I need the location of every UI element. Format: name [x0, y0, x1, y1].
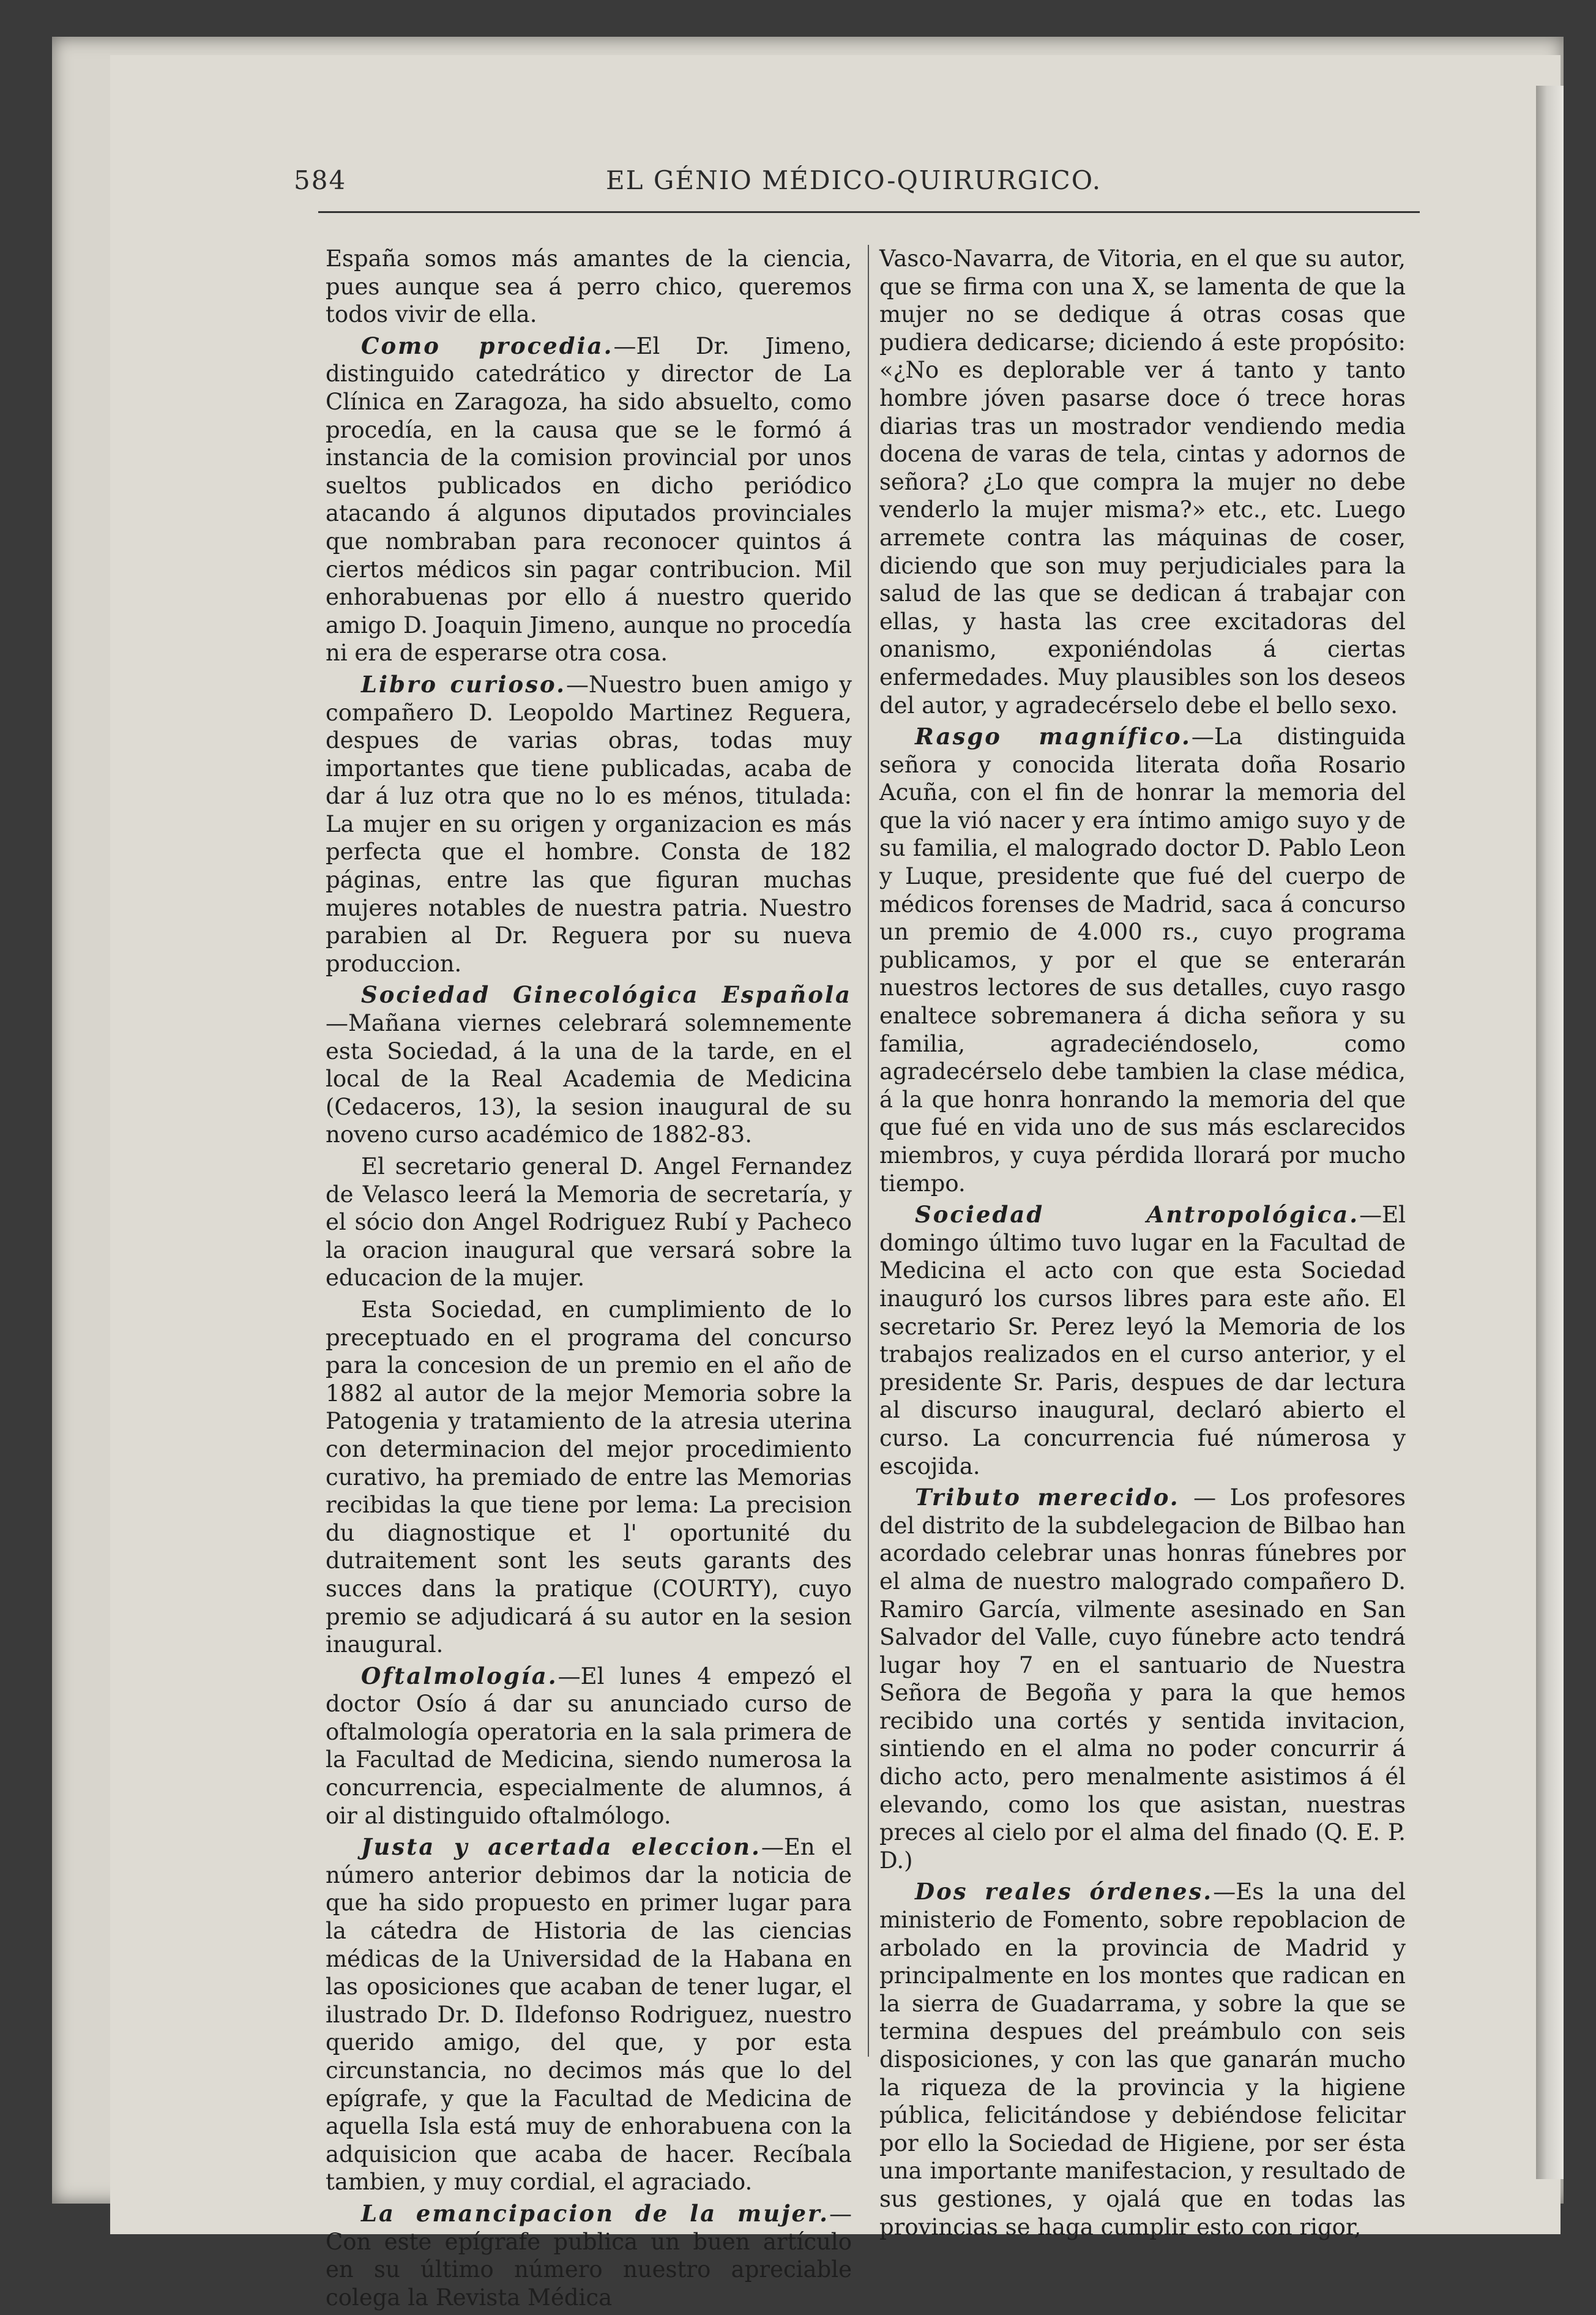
- paragraph: España somos más amantes de la ciencia, pues aunque sea á perro chico, queremos todos vivir de ella.: [326, 245, 852, 328]
- paragraph: Como procedia.—El Dr. Jimeno, distinguido catedrático y director de La Clínica en Zaragoza, ha sido absuelto, como procedía, en la causa que se le formó á instancia de la comision provincial por unos sueltos publicados en dicho periódico atacando á algunos diputados provinciales que nombraban para reconocer quintos á ciertos médicos sin pagar contribucion. Mil enhorabuenas por ello á nuestro querido amigo D. Joaquin Jimeno, aunque no procedía ni era de esperarse otra cosa.: [326, 332, 852, 667]
- paragraph: Sociedad Ginecológica Española —Mañana viernes celebrará solemnemente esta Sociedad, á la una de la tarde, en el local de la Real Academia de Medicina (Cedaceros, 13), la sesion inaugural de su noveno curso académico de 1882-83.: [326, 981, 852, 1148]
- column-divider: [868, 245, 869, 2057]
- paragraph: Justa y acertada eleccion.—En el número anterior debimos dar la noticia de que ha sido propuesto en primer lugar para la cátedra de Historia de las ciencias médicas de la Universidad de la Habana en las oposiciones que acaban de tener lugar, el ilustrado Dr. D. Ildefonso Rodriguez, nuestro querido amigo, del que, y por esta circunstancia, no decimos más que lo del epígrafe, y que la Facultad de Medicina de aquella Isla está muy de enhorabuena con la adquisicion que acaba de hacer. Recíbala tambien, y muy cordial, el agraciado.: [326, 1833, 852, 2196]
- paragraph: El secretario general D. Angel Fernandez de Velasco leerá la Memoria de secretaría, y el sócio don Angel Rodriguez Rubí y Pacheco la oracion inaugural que versará sobre la educacion de la mujer.: [326, 1153, 852, 1292]
- section-heading: Libro curioso.: [361, 670, 566, 698]
- paragraph: Rasgo magnífico.—La distinguida señora y conocida literata doña Rosario Acuña, con el fin de honrar la memoria del que la vió nacer y era íntimo amigo suyo y de su familia, el malogrado doctor D. Pablo Leon y Luque, presidente que fué del cuerpo de médicos forenses de Madrid, saca á concurso un premio de 4.000 rs., cuyo programa publicamos, y por el que se enterarán nuestros lectores de sus detalles, cuyo rasgo enaltece sobremanera á dicha señora y su familia, agradeciéndoselo, como agradecérselo debe tambien la clase médica, á la que honra honrando la memoria del que que fué en vida uno de sus más esclarecidos miembros, y cuya pérdida llorará por mucho tiempo.: [879, 723, 1406, 1197]
- section-heading: Tributo merecido.: [915, 1484, 1180, 1511]
- paragraph: Vasco-Navarra, de Vitoria, en el que su autor, que se firma con una X, se lamenta de que la mujer no se dedique á otras cosas que pudiera dedicarse; diciendo á este propósito: «¿No es deplorable ver á tanto y tanto hombre jóven pasarse doce ó trece horas diarias tras un mostrador vendiendo media docena de varas de tela, cintas y adornos de señora? ¿Lo que compra la mujer no debe venderlo la mujer misma?» etc., etc. Luego arremete contra las máquinas de coser, diciendo que son muy perjudiciales para la salud de las que se dedican á trabajar con ellas, y hasta las cree excitadoras del onanismo, exponiéndolas á ciertas enfermedades. Muy plausibles son los deseos del autor, y agradecérselo debe el bello sexo.: [879, 245, 1406, 719]
- paragraph: Sociedad Antropológica.—El domingo último tuvo lugar en la Facultad de Medicina el acto con que esta Sociedad inauguró los cursos libres para este año. El secretario Sr. Perez leyó la Memoria de los trabajos realizados en el curso anterior, y el presidente Sr. Paris, despues de dar lectura al discurso inaugural, declaró abierto el curso. La concurrencia fué númerosa y escojida.: [879, 1201, 1406, 1479]
- paragraph: La emancipacion de la mujer.—Con este epígrafe publica un buen artículo en su último número nuestro apreciable colega la Revista Médica: [326, 2199, 852, 2311]
- section-heading: Oftalmología.: [361, 1662, 558, 1689]
- section-heading: Rasgo magnífico.: [915, 723, 1191, 750]
- paragraph: Dos reales órdenes.—Es la una del ministerio de Fomento, sobre repoblacion de arbolado en la provincia de Madrid y principalmente en los montes que radican en la sierra de Guadarrama, y sobre la que se termina despues del preámbulo con seis disposiciones, y con las que ganarán mucho la riqueza de la provincia y la higiene pública, felicitándose y debiéndose felicitar por ello la Sociedad de Higiene, por ser ésta una importante manifestacion, y resultado de sus gestiones, y ojalá que en todas las provincias se haga cumplir esto con rigor,: [879, 1878, 1406, 2240]
- paragraph: Esta Sociedad, en cumplimiento de lo preceptuado en el programa del concurso para la concesion de un premio en el año de 1882 al autor de la mejor Memoria sobre la Patogenia y tratamiento de la atresia uterina con determinacion del mejor procedimiento curativo, ha premiado de entre las Memorias recibidas la que tiene por lema: La precision du diagnostique et l' oportunité du dutraitement sont les seuts garants des succes dans la pratique (COURTY), cuyo premio se adjudicará á su autor en la sesion inaugural.: [326, 1296, 852, 1658]
- section-heading: Como procedia.: [361, 332, 614, 359]
- page-number: 584: [294, 165, 347, 195]
- header-rule: [318, 211, 1420, 213]
- right-column: [879, 245, 1406, 2245]
- page-edge: [1536, 86, 1564, 2179]
- section-heading: Dos reales órdenes.: [915, 1878, 1214, 1905]
- left-column: [326, 245, 852, 2315]
- journal-title: EL GÉNIO MÉDICO-QUIRURGICO.: [605, 165, 1102, 195]
- paragraph: Libro curioso.—Nuestro buen amigo y compañero D. Leopoldo Martinez Reguera, despues de varias obras, todas muy importantes que tiene publicadas, acaba de dar á luz otra que no lo es ménos, titulada: La mujer en su origen y organizacion es más perfecta que el hombre. Consta de 182 páginas, entre las que figuran muchas mujeres notables de nuestra patria. Nuestro parabien al Dr. Reguera por su nueva produccion.: [326, 670, 852, 977]
- running-header: [294, 165, 1414, 202]
- section-heading: Sociedad Ginecológica Española: [361, 981, 852, 1009]
- section-heading: Justa y acertada eleccion.: [361, 1833, 761, 1861]
- section-heading: Sociedad Antropológica.: [915, 1201, 1360, 1229]
- paragraph: Tributo merecido. — Los profesores del distrito de la subdelegacion de Bilbao han acordado celebrar unas honras fúnebres por el alma de nuestro malogrado compañero D. Ramiro García, vilmente asesinado en San Salvador del Valle, cuyo fúnebre acto tendrá lugar hoy 7 en el santuario de Nuestra Señora de Begoña y para la que hemos recibido una cortés y sentida invitacion, sintiendo en el alma no poder concurrir á dicho acto, pero menalmente asistimos á él elevando, como los que asistan, nuestras preces al cielo por el alma del finado (Q. E. P. D.): [879, 1484, 1406, 1874]
- paragraph: Oftalmología.—El lunes 4 empezó el doctor Osío á dar su anunciado curso de oftalmología operatoria en la sala primera de la Facultad de Medicina, siendo numerosa la concurrencia, especialmente de alumnos, á oir al distinguido oftalmólogo.: [326, 1662, 852, 1829]
- section-heading: La emancipacion de la mujer.: [361, 2199, 829, 2227]
